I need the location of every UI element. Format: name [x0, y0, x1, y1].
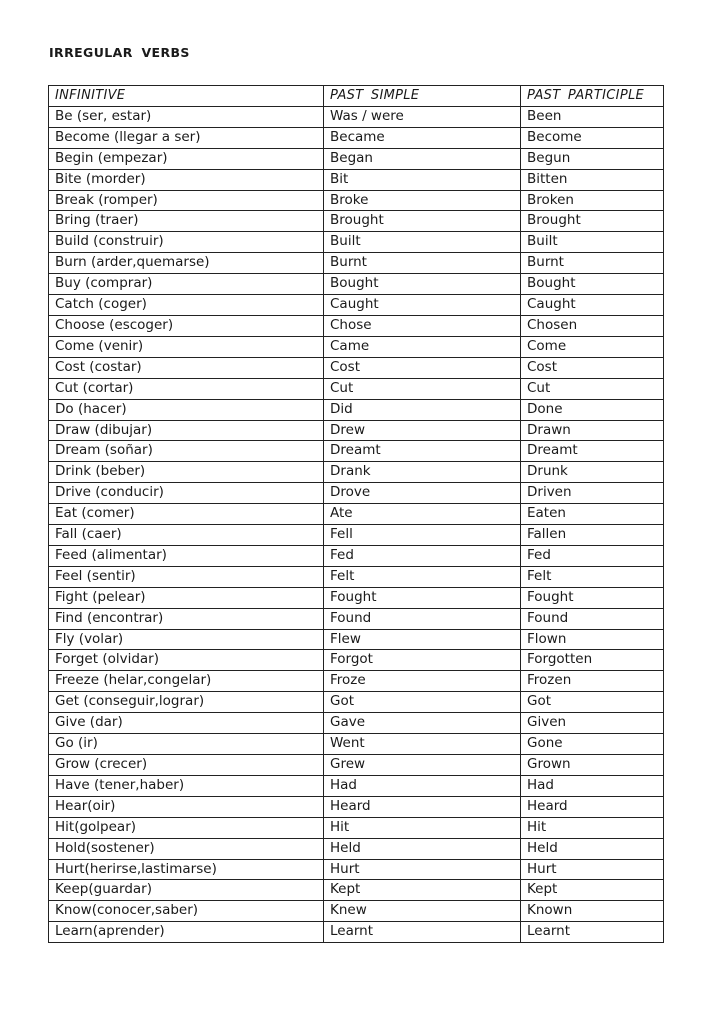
past-simple-cell: Cut [324, 378, 521, 399]
table-row [49, 880, 664, 901]
past-participle-cell: Become [521, 127, 664, 148]
infinitive-cell: Hurt(herirse,lastimarse) [49, 859, 324, 880]
table-row [49, 211, 664, 232]
past-participle-cell: Known [521, 901, 664, 922]
past-participle-cell: Been [521, 106, 664, 127]
past-participle-cell: Heard [521, 796, 664, 817]
past-participle-cell: Given [521, 713, 664, 734]
past-participle-cell: Driven [521, 483, 664, 504]
past-participle-cell: Chosen [521, 315, 664, 336]
past-participle-cell: Learnt [521, 922, 664, 943]
infinitive-cell: Do (hacer) [49, 399, 324, 420]
past-simple-cell: Gave [324, 713, 521, 734]
past-participle-cell: Fed [521, 545, 664, 566]
table-row [49, 650, 664, 671]
infinitive-cell: Drive (conducir) [49, 483, 324, 504]
infinitive-cell: Go (ir) [49, 734, 324, 755]
past-simple-cell: Brought [324, 211, 521, 232]
past-simple-cell: Found [324, 608, 521, 629]
page-title: IRREGULAR VERBS [49, 45, 190, 60]
infinitive-cell: Forget (olvidar) [49, 650, 324, 671]
infinitive-cell: Cost (costar) [49, 357, 324, 378]
table-row [49, 838, 664, 859]
past-simple-cell: Went [324, 734, 521, 755]
table-row [49, 608, 664, 629]
table-row [49, 817, 664, 838]
past-participle-cell: Hit [521, 817, 664, 838]
past-simple-cell: Began [324, 148, 521, 169]
infinitive-cell: Feel (sentir) [49, 566, 324, 587]
past-participle-cell: Bitten [521, 169, 664, 190]
past-participle-cell: Fought [521, 587, 664, 608]
table-row [49, 399, 664, 420]
past-participle-cell: Fallen [521, 525, 664, 546]
infinitive-cell: Choose (escoger) [49, 315, 324, 336]
column-header-infinitive: INFINITIVE [49, 86, 324, 107]
past-participle-cell: Burnt [521, 253, 664, 274]
past-simple-cell: Had [324, 775, 521, 796]
table-row [49, 106, 664, 127]
infinitive-cell: Be (ser, estar) [49, 106, 324, 127]
table-row [49, 775, 664, 796]
past-simple-cell: Held [324, 838, 521, 859]
past-participle-cell: Done [521, 399, 664, 420]
infinitive-cell: Grow (crecer) [49, 755, 324, 776]
infinitive-cell: Hear(oir) [49, 796, 324, 817]
column-header-past-participle: PAST PARTICIPLE [521, 86, 664, 107]
past-participle-cell: Had [521, 775, 664, 796]
past-simple-cell: Came [324, 336, 521, 357]
past-participle-cell: Grown [521, 755, 664, 776]
table-row [49, 274, 664, 295]
past-simple-cell: Drank [324, 462, 521, 483]
infinitive-cell: Break (romper) [49, 190, 324, 211]
past-simple-cell: Caught [324, 295, 521, 316]
past-simple-cell: Kept [324, 880, 521, 901]
table-row [49, 713, 664, 734]
infinitive-cell: Build (construir) [49, 232, 324, 253]
table-row [49, 922, 664, 943]
past-participle-cell: Drunk [521, 462, 664, 483]
past-simple-cell: Fought [324, 587, 521, 608]
table-row [49, 441, 664, 462]
table-header-row [49, 86, 664, 107]
past-simple-cell: Hit [324, 817, 521, 838]
table-row [49, 378, 664, 399]
past-simple-cell: Fed [324, 545, 521, 566]
past-simple-cell: Drove [324, 483, 521, 504]
infinitive-cell: Get (conseguir,lograr) [49, 692, 324, 713]
infinitive-cell: Give (dar) [49, 713, 324, 734]
table-row [49, 525, 664, 546]
table-row [49, 566, 664, 587]
past-participle-cell: Bought [521, 274, 664, 295]
infinitive-cell: Freeze (helar,congelar) [49, 671, 324, 692]
infinitive-cell: Bite (morder) [49, 169, 324, 190]
past-simple-cell: Flew [324, 629, 521, 650]
infinitive-cell: Come (venir) [49, 336, 324, 357]
table-row [49, 734, 664, 755]
table-row [49, 127, 664, 148]
past-simple-cell: Got [324, 692, 521, 713]
past-simple-cell: Heard [324, 796, 521, 817]
table-row [49, 420, 664, 441]
column-header-past-simple: PAST SIMPLE [324, 86, 521, 107]
past-simple-cell: Knew [324, 901, 521, 922]
table-row [49, 755, 664, 776]
infinitive-cell: Catch (coger) [49, 295, 324, 316]
past-participle-cell: Kept [521, 880, 664, 901]
past-simple-cell: Built [324, 232, 521, 253]
past-participle-cell: Built [521, 232, 664, 253]
past-simple-cell: Felt [324, 566, 521, 587]
past-participle-cell: Gone [521, 734, 664, 755]
past-participle-cell: Begun [521, 148, 664, 169]
past-participle-cell: Flown [521, 629, 664, 650]
past-participle-cell: Felt [521, 566, 664, 587]
infinitive-cell: Burn (arder,quemarse) [49, 253, 324, 274]
infinitive-cell: Drink (beber) [49, 462, 324, 483]
infinitive-cell: Find (encontrar) [49, 608, 324, 629]
infinitive-cell: Keep(guardar) [49, 880, 324, 901]
table-row [49, 169, 664, 190]
table-row [49, 148, 664, 169]
past-participle-cell: Frozen [521, 671, 664, 692]
past-simple-cell: Hurt [324, 859, 521, 880]
infinitive-cell: Hit(golpear) [49, 817, 324, 838]
past-participle-cell: Cost [521, 357, 664, 378]
infinitive-cell: Fly (volar) [49, 629, 324, 650]
past-participle-cell: Caught [521, 295, 664, 316]
past-participle-cell: Cut [521, 378, 664, 399]
past-simple-cell: Bought [324, 274, 521, 295]
past-participle-cell: Found [521, 608, 664, 629]
infinitive-cell: Buy (comprar) [49, 274, 324, 295]
infinitive-cell: Fight (pelear) [49, 587, 324, 608]
infinitive-cell: Feed (alimentar) [49, 545, 324, 566]
past-simple-cell: Learnt [324, 922, 521, 943]
past-simple-cell: Became [324, 127, 521, 148]
past-simple-cell: Forgot [324, 650, 521, 671]
table-row [49, 357, 664, 378]
infinitive-cell: Know(conocer,saber) [49, 901, 324, 922]
past-simple-cell: Chose [324, 315, 521, 336]
past-participle-cell: Dreamt [521, 441, 664, 462]
irregular-verbs-table [48, 85, 664, 943]
table-row [49, 232, 664, 253]
table-row [49, 483, 664, 504]
past-participle-cell: Eaten [521, 504, 664, 525]
infinitive-cell: Dream (soñar) [49, 441, 324, 462]
infinitive-cell: Have (tener,haber) [49, 775, 324, 796]
infinitive-cell: Become (llegar a ser) [49, 127, 324, 148]
past-simple-cell: Did [324, 399, 521, 420]
past-simple-cell: Grew [324, 755, 521, 776]
infinitive-cell: Begin (empezar) [49, 148, 324, 169]
table-row [49, 796, 664, 817]
past-participle-cell: Brought [521, 211, 664, 232]
past-simple-cell: Ate [324, 504, 521, 525]
infinitive-cell: Hold(sostener) [49, 838, 324, 859]
table-row [49, 859, 664, 880]
infinitive-cell: Bring (traer) [49, 211, 324, 232]
table-row [49, 336, 664, 357]
infinitive-cell: Cut (cortar) [49, 378, 324, 399]
infinitive-cell: Eat (comer) [49, 504, 324, 525]
past-participle-cell: Broken [521, 190, 664, 211]
infinitive-cell: Draw (dibujar) [49, 420, 324, 441]
past-simple-cell: Cost [324, 357, 521, 378]
table-row [49, 901, 664, 922]
past-participle-cell: Forgotten [521, 650, 664, 671]
past-simple-cell: Broke [324, 190, 521, 211]
past-participle-cell: Drawn [521, 420, 664, 441]
table-row [49, 671, 664, 692]
table-row [49, 692, 664, 713]
table-row [49, 462, 664, 483]
past-simple-cell: Drew [324, 420, 521, 441]
past-participle-cell: Come [521, 336, 664, 357]
table-row [49, 504, 664, 525]
past-participle-cell: Got [521, 692, 664, 713]
past-simple-cell: Bit [324, 169, 521, 190]
past-simple-cell: Dreamt [324, 441, 521, 462]
infinitive-cell: Fall (caer) [49, 525, 324, 546]
past-simple-cell: Burnt [324, 253, 521, 274]
table-row [49, 545, 664, 566]
table-row [49, 295, 664, 316]
table-row [49, 629, 664, 650]
past-participle-cell: Held [521, 838, 664, 859]
past-simple-cell: Froze [324, 671, 521, 692]
table-row [49, 253, 664, 274]
table-row [49, 315, 664, 336]
infinitive-cell: Learn(aprender) [49, 922, 324, 943]
past-participle-cell: Hurt [521, 859, 664, 880]
past-simple-cell: Fell [324, 525, 521, 546]
table-row [49, 587, 664, 608]
table-row [49, 190, 664, 211]
past-simple-cell: Was / were [324, 106, 521, 127]
